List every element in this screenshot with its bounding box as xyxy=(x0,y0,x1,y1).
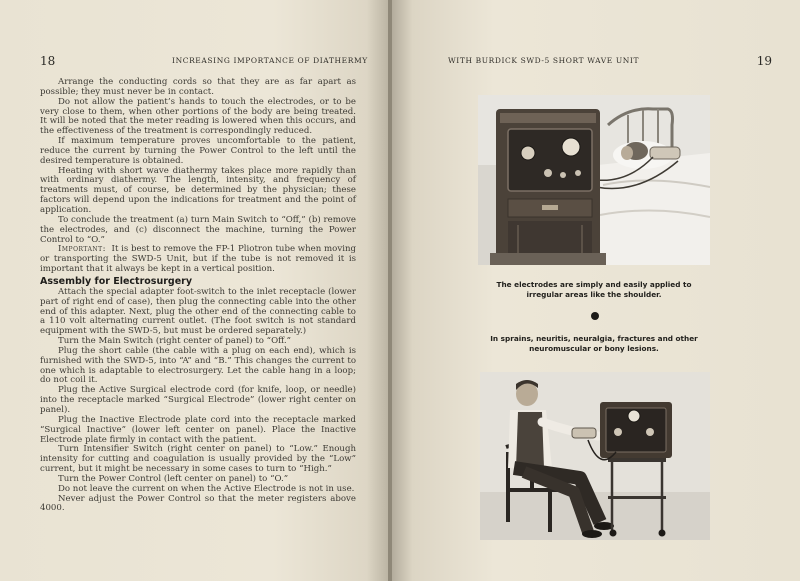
paragraph: Turn the Power Control (left center on panel) to “O.” xyxy=(58,473,289,484)
bullet-separator xyxy=(591,312,599,320)
paragraph: Turn Intensifier Switch (right center on panel) to “Low.” Enough intensity for cutting and coagulation is usually provided by the “Low” current, but it might be necessary in some cases to turn to “High.” xyxy=(40,444,356,475)
paragraph: Arrange the conducting cords so that they are as far apart as possible; they must never be in contact. xyxy=(40,77,356,97)
paragraph: Do not leave the current on when the Active Electrode is not in use. xyxy=(58,483,355,494)
caption-top: The electrodes are simply and easily applied to irregular areas like the shoulder. xyxy=(496,280,692,299)
photo-seated-patient xyxy=(480,372,710,540)
paragraph: Plug the Inactive Electrode plate cord into the receptacle marked “Surgical Inactive” (lower left center on panel). Place the Inactive Electrode plate firmly in contact with the patient. xyxy=(40,414,356,445)
paragraph: Never adjust the Power Control so that the meter registers above 4000. xyxy=(40,493,356,514)
caption-bottom: In sprains, neuritis, neuralgia, fractures and other neuromuscular or bony lesions. xyxy=(490,334,698,353)
important-label: Important: xyxy=(58,244,107,255)
right-page-header xyxy=(448,54,772,68)
left-page-header xyxy=(40,54,368,68)
right-running-head: WITH BURDICK SWD-5 SHORT WAVE UNIT xyxy=(448,56,640,65)
right-page xyxy=(392,0,800,581)
photo-shoulder-treatment-image xyxy=(478,95,710,265)
paragraph: Turn the Main Switch (right center of panel) to “Off.” xyxy=(58,336,292,347)
left-page xyxy=(0,0,390,581)
paragraph: To conclude the treatment (a) turn Main Switch to “Off,” (b) remove the electrodes, and (c) disconnect the machine, turning the Power Control to “O.” xyxy=(40,214,356,245)
left-page-number: 18 xyxy=(40,54,56,68)
section-heading: Assembly for Electrosurgery xyxy=(40,275,193,287)
paragraph: Attach the special adapter foot-switch to the inlet receptacle (lower part of right end of case), then plug the connecting cable into the other end of this adapter. Next, plug the other end of the connecting cable to a 110 volt alternating current outlet. (The foot switch is not standard equipment with the SWD-5, but must be ordered separately.) xyxy=(40,286,356,337)
photo-seated-patient-image xyxy=(480,372,710,540)
right-page-number: 19 xyxy=(756,54,772,68)
left-text-column xyxy=(40,78,356,514)
important-paragraph xyxy=(40,245,356,275)
paragraph: Do not allow the patient’s hands to touch the electrodes, or to be very close to them, when other portions of the body are being treated. It will be noted that the meter reading is lowered when this occurs, and the effectiveness of the treatment is correspondingly reduced. xyxy=(40,96,356,137)
paragraph: If maximum temperature proves uncomfortable to the patient, reduce the current by turning the Power Control to the left until the desired temperature is obtained. xyxy=(40,136,356,166)
paragraph: Heating with short wave diathermy takes place more rapidly than with ordinary diathermy. The length, intensity, and frequency of treatments must, of course, be determined by the physician; these factors will depend upon the indications for treatment and the point of application. xyxy=(40,165,356,215)
paragraph: Plug the short cable (the cable with a plug on each end), which is furnished with the SWD-5, into “A” and “B.” This changes the current to one which is adaptable to electrosurgery. Let the cable hang in a loop; do not coil it. xyxy=(40,345,356,386)
left-running-head: INCREASING IMPORTANCE OF DIATHERMY xyxy=(172,56,368,65)
paragraph: Plug the Active Surgical electrode cord (for knife, loop, or needle) into the receptacle marked “Surgical Electrode” (lower right center on panel). xyxy=(40,385,356,415)
important-text: It is best to remove the FP-1 Pliotron tube when moving or transporting the SWD-5 Unit, but if the tube is not removed it is important that it always be kept in a vertical position. xyxy=(40,244,356,275)
photo-shoulder-treatment xyxy=(478,95,710,265)
